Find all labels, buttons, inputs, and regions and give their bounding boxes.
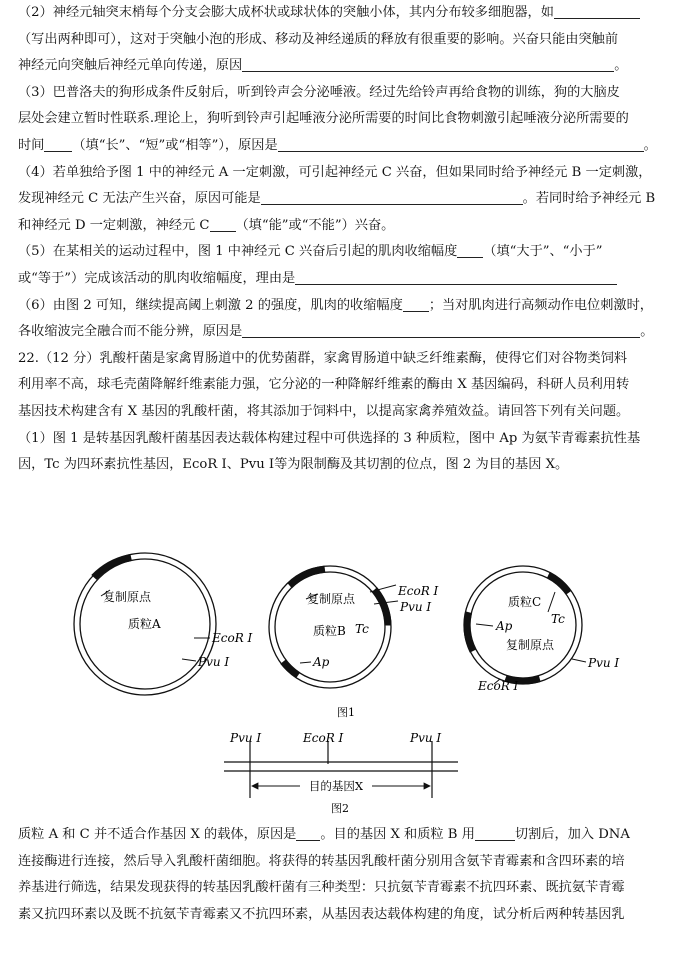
line-text: 神经元向突触后神经元单向传递，原因 bbox=[18, 58, 243, 74]
line-text: （填“大于”、“小于” bbox=[483, 244, 603, 260]
plasmid-a-ori-label: 复制原点 bbox=[103, 590, 152, 604]
line-text: 层处会建立暂时性联系.理论上，狗听到铃声引起唾液分泌所需要的时间比食物刺激引起唾液分泌所需要的 bbox=[18, 111, 629, 127]
line-text: （写出两种即可），这对于突触小泡的形成、移动及神经递质的释放有很重要的影响。兴奋只能由突触前 bbox=[18, 31, 619, 47]
text-line bbox=[18, 875, 674, 902]
plasmid-a-ecor-label: EcoR Ⅰ bbox=[212, 631, 253, 645]
text-line bbox=[18, 902, 674, 929]
line-text: （3）巴普洛夫的狗形成条件反射后，听到铃声会分泌唾液。经过先给铃声再给食物的训练，狗的大脑皮 bbox=[18, 84, 620, 100]
plasmid-c-ecor-label: EcoR Ⅰ bbox=[478, 679, 519, 693]
fig2-gene-label: 目的基因X bbox=[308, 779, 364, 793]
line-text: 时间 bbox=[18, 137, 45, 153]
line-text: 连接酶进行连接，然后导入乳酸杆菌细胞。将获得的转基因乳酸杆菌分别用含氨苄青霉素和含四环素的培 bbox=[18, 853, 625, 869]
plasmid-a-name: 质粒A bbox=[128, 617, 161, 631]
line-text: （6）由图 2 可知，继续提高阈上刺激 2 的强度，肌肉的收缩幅度 bbox=[18, 297, 403, 313]
plasmid-c-pvu-label: Pvu Ⅰ bbox=[588, 656, 620, 670]
line-text: 切割后，加入 DNA bbox=[514, 827, 630, 842]
answer-blank[interactable] bbox=[475, 825, 515, 841]
plasmid-b-name: 质粒B bbox=[313, 624, 346, 638]
fig2-pvu-right-label: Pvu Ⅰ bbox=[410, 731, 442, 745]
line-text: 利用率不高，球毛壳菌降解纤维素能力强，它分泌的一种降解纤维素的酶由 X 基因编码，科研人员利用转 bbox=[18, 377, 630, 393]
line-text: 。 bbox=[614, 58, 628, 74]
figure-2-caption: 图2 bbox=[331, 802, 349, 815]
plasmid-b-ecor-label: EcoR Ⅰ bbox=[398, 584, 439, 598]
line-text: （填“能”或“不能”）兴奋。 bbox=[235, 217, 395, 233]
plasmid-b-ap-label: Ap bbox=[313, 655, 330, 669]
plasmid-c-ori-label: 复制原点 bbox=[506, 638, 555, 652]
text-line bbox=[18, 822, 674, 849]
line-text: 素又抗四环素以及既不抗氨苄青霉素又不抗四环素，从基因表达载体构建的角度，试分析后两种转基因乳 bbox=[18, 906, 625, 922]
line-text: 养基进行筛选，结果发现获得的转基因乳酸杆菌有三种类型：只抗氨苄青霉素不抗四环素、既抗氨苄青霉 bbox=[18, 880, 625, 896]
fig2-pvu-left-label: Pvu Ⅰ bbox=[230, 731, 262, 745]
plasmid-b-tc-label: Tc bbox=[355, 622, 369, 636]
plasmid-a-pvu-label: Pvu Ⅰ bbox=[198, 655, 230, 669]
answer-blank[interactable] bbox=[296, 825, 320, 841]
plasmid-c-ap-label: Ap bbox=[496, 619, 513, 633]
line-text: （填“长”、“短”或“相等”），原因是 bbox=[72, 137, 278, 153]
line-text: 。目的基因 X 和质粒 B 用 bbox=[320, 827, 475, 842]
line-text: 因，Tc 为四环素抗性基因，EcoR Ⅰ、Pvu Ⅰ等为限制酶及其切割的位点，图 2 为目的基因 X。 bbox=[18, 457, 569, 473]
line-text: 。 bbox=[640, 324, 654, 340]
line-text: 质粒 A 和 C 并不适合作基因 X 的载体，原因是 bbox=[18, 827, 297, 842]
plasmid-a-ori-segment bbox=[92, 555, 131, 580]
line-text: 基因技术构建含有 X 基因的乳酸杆菌，将其添加于饲料中，以提高家禽养殖效益。请回答下列有关问题。 bbox=[18, 403, 630, 419]
plasmid-b-ori-label: 复制原点 bbox=[307, 592, 356, 606]
line-text: （2）神经元轴突末梢每个分支会膨大成杯状或球状体的突触小体，其内分布较多细胞器，如 bbox=[18, 5, 554, 20]
line-text: （4）若单独给予图 1 中的神经元 A 一定刺激，可引起神经元 C 兴奋，但如果同时给予神经元 B 一定刺激， bbox=[18, 164, 652, 180]
line-text: （1）图 1 是转基因乳酸杆菌基因表达载体构建过程中可供选择的 3 种质粒，图中 Ap 为氨苄青霉素抗性基 bbox=[18, 430, 641, 446]
line-text: 22.（12 分）乳酸杆菌是家禽胃肠道中的优势菌群，家禽胃肠道中缺乏纤维素酶，使得它们对谷物类饲料 bbox=[18, 350, 628, 366]
plasmid-c bbox=[464, 566, 586, 684]
fig2-ecor-label: EcoR Ⅰ bbox=[303, 731, 344, 745]
question-text-bottom bbox=[18, 822, 674, 928]
plasmid-b-pvu-label: Pvu Ⅰ bbox=[400, 600, 432, 614]
figure-1-caption: 图1 bbox=[337, 706, 355, 719]
line-text: 和神经元 D 一定刺激，神经元 C bbox=[18, 217, 210, 233]
line-text: 发现神经元 C 无法产生兴奋，原因可能是 bbox=[18, 191, 261, 207]
text-line bbox=[18, 849, 674, 876]
line-text: （5）在某相关的运动过程中，图 1 中神经元 C 兴奋后引起的肌肉收缩幅度 bbox=[18, 244, 458, 260]
plasmid-c-tc-label: Tc bbox=[551, 612, 565, 626]
line-text: ；当对肌肉进行高频动作电位刺激时， bbox=[428, 297, 653, 313]
line-text: 。若同时给予神经元 B bbox=[522, 191, 656, 207]
line-text: 各收缩波完全融合而不能分辨，原因是 bbox=[18, 324, 243, 340]
line-text: 或“等于”）完成该活动的肌肉收缩幅度，理由是 bbox=[18, 270, 296, 286]
line-text: 。 bbox=[643, 137, 657, 153]
plasmid-c-name: 质粒C bbox=[508, 595, 542, 609]
